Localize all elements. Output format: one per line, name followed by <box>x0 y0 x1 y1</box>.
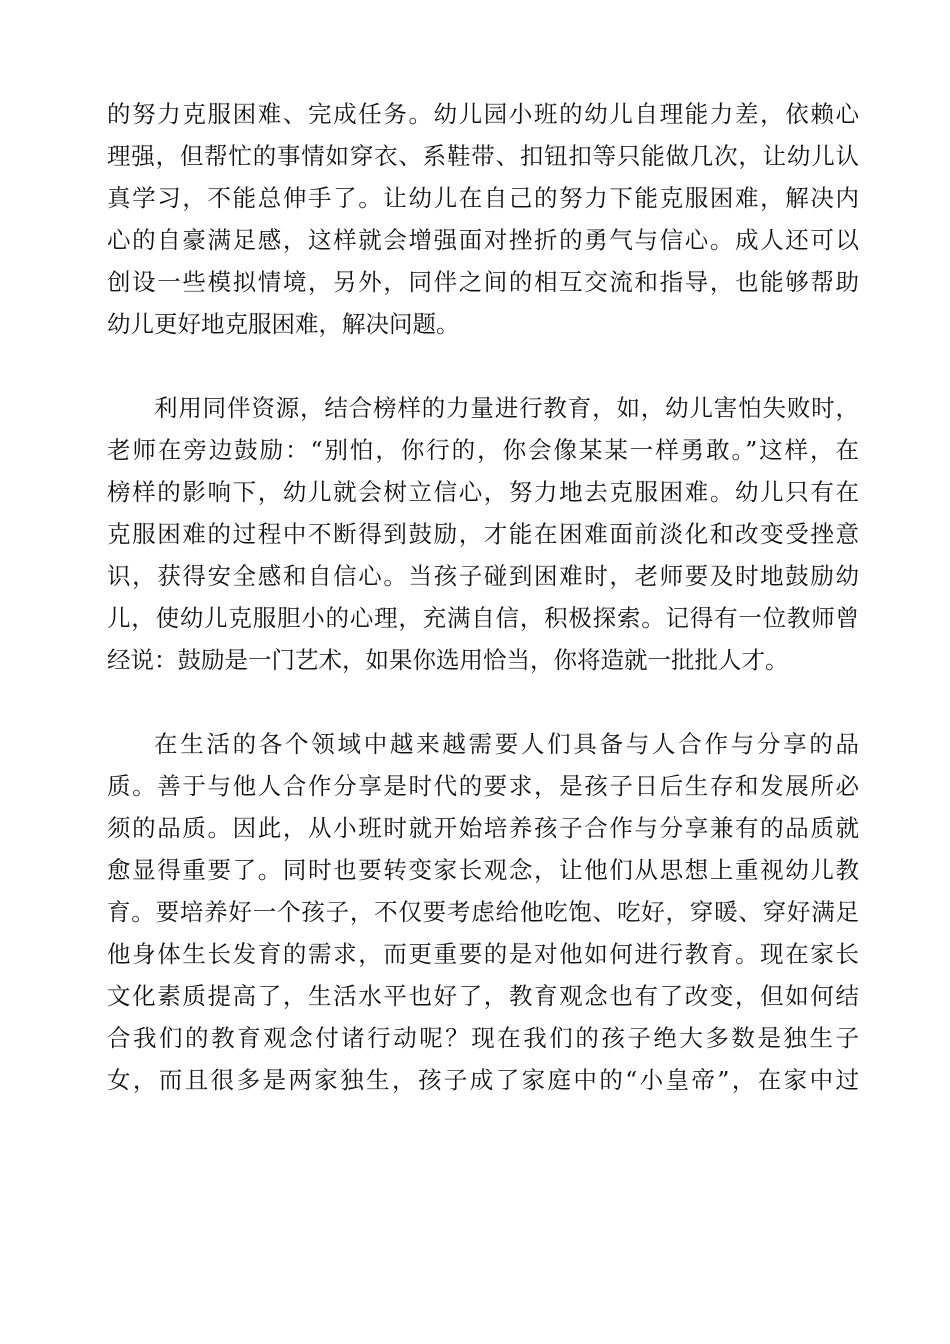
paragraph-line: 的努力克服困难、完成任务。幼儿园小班的幼儿自理能力差，依赖心 <box>107 100 859 128</box>
paragraph-line: 利用同伴资源，结合榜样的力量进行教育，如，幼儿害怕失败时， <box>154 394 859 422</box>
document-body <box>107 93 859 1101</box>
paragraph-line: 心的自豪满足感，这样就会增强面对挫折的勇气与信心。成人还可以 <box>107 226 859 254</box>
paragraph-1 <box>107 93 859 345</box>
paragraph-line: 质。善于与他人合作分享是时代的要求，是孩子日后生存和发展所必 <box>107 772 859 800</box>
paragraph-gap <box>107 681 859 723</box>
paragraph-line: 创设一些模拟情境，另外，同伴之间的相互交流和指导，也能够帮助 <box>107 268 859 296</box>
paragraph-line: 识，获得安全感和自信心。当孩子碰到困难时，老师要及时地鼓励幼 <box>107 562 859 590</box>
paragraph-line: 女，而且很多是两家独生，孩子成了家庭中的“小皇帝”，在家中过 <box>107 1066 859 1094</box>
paragraph-line: 他身体生长发育的需求，而更重要的是对他如何进行教育。现在家长 <box>107 940 859 968</box>
paragraph-line: 儿，使幼儿克服胆小的心理，充满自信，积极探索。记得有一位教师曾 <box>107 604 859 632</box>
paragraph-2 <box>107 387 859 681</box>
paragraph-line: 育。要培养好一个孩子，不仅要考虑给他吃饱、吃好，穿暖、穿好满足 <box>107 898 859 926</box>
paragraph-line: 经说：鼓励是一门艺术，如果你选用恰当，你将造就一批批人才。 <box>107 646 789 674</box>
paragraph-line: 克服困难的过程中不断得到鼓励，才能在困难面前淡化和改变受挫意 <box>107 520 859 548</box>
paragraph-line: 榜样的影响下，幼儿就会树立信心，努力地去克服困难。幼儿只有在 <box>107 478 859 506</box>
paragraph-line: 愈显得重要了。同时也要转变家长观念，让他们从思想上重视幼儿教 <box>107 856 859 884</box>
paragraph-line: 老师在旁边鼓励：“别怕，你行的，你会像某某一样勇敢。”这样，在 <box>107 436 859 464</box>
paragraph-line: 合我们的教育观念付诸行动呢？现在我们的孩子绝大多数是独生子 <box>107 1024 859 1052</box>
paragraph-line: 幼儿更好地克服困难，解决问题。 <box>107 310 460 338</box>
paragraph-3 <box>107 723 859 1101</box>
paragraph-line: 在生活的各个领域中越来越需要人们具备与人合作与分享的品 <box>154 730 859 758</box>
paragraph-gap <box>107 345 859 387</box>
paragraph-line: 文化素质提高了，生活水平也好了，教育观念也有了改变，但如何结 <box>107 982 859 1010</box>
paragraph-line: 真学习，不能总伸手了。让幼儿在自己的努力下能克服困难，解决内 <box>107 184 859 212</box>
paragraph-line: 理强，但帮忙的事情如穿衣、系鞋带、扣钮扣等只能做几次，让幼儿认 <box>107 142 859 170</box>
paragraph-line: 须的品质。因此，从小班时就开始培养孩子合作与分享兼有的品质就 <box>107 814 859 842</box>
